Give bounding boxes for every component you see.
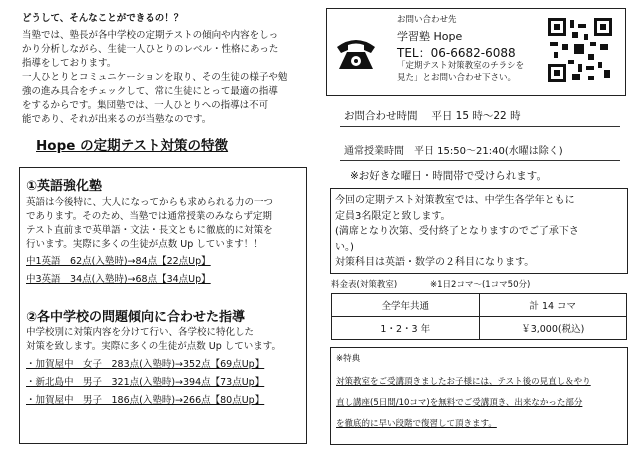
table-row: [332, 294, 627, 317]
intro-line: 指導をしております。: [22, 58, 117, 69]
capacity-line: 対策科目は英語・数学の２科目になります。: [335, 257, 535, 268]
fee-note: ※1日2コマ～(1コマ50分): [430, 280, 531, 290]
intro-text: [22, 29, 287, 127]
intro-line: かり分析しながら、生徒一人ひとりのレベル・性格にあった: [22, 44, 279, 55]
table-row: [332, 317, 627, 340]
telephone-icon: [333, 33, 379, 73]
english-line: であります。そのため、当塾では通常授業のみならず定期: [26, 211, 272, 222]
intro-line: 一人ひとりとコミュニケーションを取り、その生徒の様子や勉: [22, 72, 288, 83]
telephone-number[interactable]: TEL：06-6682-6088: [397, 46, 516, 60]
fee-label: 料金表(対策教室): [331, 280, 398, 290]
intro-line: 強の進み具合をチェックして、常に生徒にとって最適の指導: [22, 86, 278, 97]
school-result: ・加賀屋中 女子 283点(入塾時)→352点【69点Up】: [26, 359, 265, 370]
contact-hours: お問合わせ時間 平日 15 時～22 時: [344, 110, 521, 122]
contact-note-line: 見た」とお問い合わせ下さい。: [397, 73, 517, 83]
school-result: ・加賀屋中 男子 186点(入塾時)→266点【80点Up】: [26, 395, 265, 406]
divider: [340, 126, 620, 127]
special-offer-line: 対策教室をご受講頂きましたお子様には、テスト後の見直し＆やり: [336, 377, 591, 387]
capacity-text: [335, 193, 579, 271]
school-text: [26, 326, 281, 408]
contact-note-line: 「定期テスト対策教室のチラシを: [397, 61, 525, 71]
school-name: 学習塾 Hope: [397, 30, 463, 43]
school-line: 対策を致します。実際に多くの生徒が点数 Up しています。: [26, 341, 282, 352]
intro-heading: どうして、そんなことができるの！？: [22, 13, 184, 24]
fee-header-grade: 全学年共通: [332, 294, 480, 317]
intro-line: 能であり、それが出来るのが当塾なのです。: [22, 114, 212, 125]
english-line: 英語は今後特に、大人になってからも求められる力の一つ: [26, 197, 274, 208]
contact-note: [397, 60, 524, 84]
english-result: 中3英語 34点(入塾時)→68点【34点Up】: [26, 274, 211, 285]
special-offer-line: を徹底的に早い段階で復習して頂きます。: [336, 419, 497, 429]
school-line: 中学校別に対策内容を分けて行い、各学校に特化した: [26, 327, 255, 338]
school-result: ・新北島中 男子 321点(入塾時)→394点【73点Up】: [26, 377, 265, 388]
fee-header-sessions: 計 14 コマ: [479, 294, 627, 317]
class-hours: 通常授業時間 平日 15:50～21:40(水曜は除く): [344, 146, 563, 157]
fee-grade: 1・2・3 年: [332, 317, 480, 340]
features-title: Hope の定期テスト対策の特徴: [36, 138, 229, 154]
special-offer-line: 直し講座(5日間/10コマ)を無料でご受講頂き、出来なかった部分: [336, 398, 583, 408]
english-line: テスト直前まで英単語・文法・長文ともに徹底的に対策を: [26, 225, 273, 236]
divider: [340, 160, 620, 161]
fee-table: [331, 293, 627, 340]
fee-price: ￥3,000(税込): [479, 317, 627, 340]
contact-label: お問い合わせ先: [397, 15, 457, 25]
special-offer-title: ※特典: [336, 354, 361, 364]
english-result: 中1英語 62点(入塾時)→84点【22点Up】: [26, 256, 211, 267]
english-title: ①英語強化塾: [26, 179, 103, 194]
school-title: ②各中学校の問題傾向に合わせた指導: [26, 310, 246, 325]
capacity-line: 定員3名限定と致します。: [335, 210, 451, 222]
capacity-line: い。): [335, 241, 354, 253]
qr-code: [548, 18, 612, 82]
capacity-line: (満席となり次第、受付終了となりますのでご了承下さ: [335, 226, 579, 237]
english-text: [26, 196, 273, 287]
flexible-schedule-note: ※お好きな曜日・時間帯で受けられます。: [350, 170, 547, 182]
intro-line: をするからです。集団塾では、一人ひとりへの指導は不可: [22, 100, 269, 111]
english-line: 行います。実際に多くの生徒が点数 Up しています！！: [26, 239, 263, 250]
capacity-line: 今回の定期テスト対策教室では、中学生各学年ともに: [335, 195, 575, 206]
special-offer-text: [336, 372, 591, 435]
intro-line: 当塾では、塾長が各中学校の定期テストの傾向や内容をしっ: [22, 30, 279, 41]
